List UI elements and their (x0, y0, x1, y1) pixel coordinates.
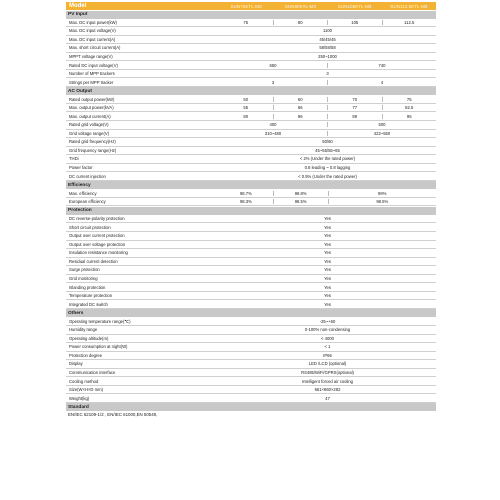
spec-value: Yes (324, 258, 331, 264)
spec-label: Short circuit protection (69, 224, 111, 230)
spec-value: 310~480 (219, 131, 328, 136)
spec-values (219, 174, 436, 179)
spec-row (66, 258, 436, 267)
spec-value: 98.5% (376, 199, 389, 205)
spec-row (66, 95, 436, 104)
spec-label: European efficiency (69, 199, 106, 205)
model-column: SUN75KTL-M3 (230, 3, 262, 9)
spec-value: 96 (274, 114, 329, 119)
spec-values (219, 242, 436, 247)
spec-value: IP66 (323, 352, 332, 358)
spec-row (66, 130, 436, 139)
spec-row (66, 343, 436, 352)
spec-row (66, 215, 436, 224)
spec-values (219, 105, 436, 110)
spec-label: Strings per MPP tracker (69, 79, 114, 85)
spec-values (219, 293, 436, 298)
spec-label: Max. DC input voltage(V) (69, 28, 116, 34)
spec-label: Communication interface (69, 370, 116, 375)
spec-values (219, 344, 436, 349)
spec-label: Grid voltage range(V) (69, 130, 110, 136)
spec-values (219, 327, 436, 332)
spec-values (219, 276, 436, 281)
spec-value: Yes (324, 233, 331, 239)
spec-value: 95 (406, 113, 412, 119)
spec-values (219, 285, 436, 290)
spec-row (66, 386, 436, 395)
spec-values (219, 267, 436, 272)
section-others: Others (66, 309, 436, 317)
spec-row (66, 70, 436, 79)
spec-label: Max. output power(kVA) (69, 105, 114, 111)
spec-row (66, 300, 436, 309)
section-efficiency: Efficiency (66, 181, 436, 189)
spec-row (66, 369, 436, 378)
spec-value: 60 (274, 97, 329, 102)
spec-label: Grid frequency range(Hz) (69, 147, 117, 153)
section-ac-output: AC Output (66, 87, 436, 95)
spec-value: 105 (328, 20, 383, 25)
spec-label: Rated grid frequency(Hz) (69, 139, 116, 145)
spec-value: Yes (324, 276, 331, 282)
spec-label: Max. short circuit current(A) (69, 45, 121, 51)
spec-row (66, 326, 436, 335)
spec-label: Size(W×H×D mm) (69, 387, 103, 393)
model-label: Model (69, 3, 87, 9)
spec-row (66, 198, 436, 207)
spec-label: Rated DC input voltage(V) (69, 62, 118, 68)
spec-values (219, 225, 436, 230)
spec-row (66, 394, 436, 403)
spec-value: 99% (378, 190, 387, 196)
spec-values (219, 165, 436, 170)
spec-value: Yes (324, 216, 331, 222)
spec-value: 77 (328, 105, 383, 110)
spec-sheet (66, 2, 436, 418)
spec-value: 70 (328, 97, 383, 102)
spec-row (66, 121, 436, 130)
model-column: SUN105KTL-M3 (337, 3, 372, 9)
spec-values (219, 45, 436, 50)
spec-label: Max. DC input current(A) (69, 36, 116, 42)
spec-value: 47 (325, 395, 330, 401)
spec-row (66, 155, 436, 164)
spec-row (66, 317, 436, 326)
others-rows (66, 317, 436, 402)
spec-value: 98.3% (219, 199, 274, 204)
spec-label: Output over current protection (69, 233, 125, 239)
spec-label: Operating altitude(m) (69, 335, 109, 341)
spec-row (66, 360, 436, 369)
spec-value: 80 (219, 114, 274, 119)
spec-value: 50/60 (322, 139, 333, 145)
spec-value: 500 (378, 122, 386, 128)
spec-label: Humidity range (69, 327, 98, 333)
section-standard: Standard (66, 403, 436, 411)
spec-label: DC reverse-polarity protection (69, 216, 125, 222)
spec-row (66, 112, 436, 121)
spec-value: 400 (219, 122, 328, 127)
spec-value: 661×860×282 (314, 387, 341, 393)
spec-row (66, 232, 436, 241)
spec-values (219, 54, 436, 59)
spec-row (66, 53, 436, 62)
spec-label: THDi (69, 156, 79, 162)
spec-label: Insulation resistance monitoring (69, 250, 128, 256)
model-column: SUN90KTL-M3 (284, 3, 316, 9)
spec-value: 98.7% (219, 191, 274, 196)
spec-value: Yes (324, 284, 331, 290)
spec-value: 4 (380, 79, 384, 85)
spec-value: 66 (274, 105, 329, 110)
spec-label: Temperature protection (69, 293, 113, 299)
spec-values (219, 259, 436, 264)
spec-value: 45/45/45 (319, 36, 336, 42)
standard-text: EN/IEC 62109-1/2 , EN/IEC 61000,EN 50549, (68, 412, 158, 418)
spec-row (66, 292, 436, 301)
spec-values (219, 139, 436, 144)
spec-value: 3 (326, 71, 329, 77)
spec-value: 112.5 (404, 19, 415, 25)
spec-values (219, 20, 436, 25)
spec-label: Power consumption at night(W) (69, 344, 128, 350)
model-column: SUN112.5KTL-M3 (390, 3, 428, 9)
spec-label: Power factor (69, 165, 93, 171)
spec-values (219, 28, 436, 33)
spec-row (66, 104, 436, 113)
spec-value: 422~550 (373, 130, 391, 136)
spec-label: Rated output power(kW) (69, 96, 115, 102)
spec-row (66, 172, 436, 181)
spec-value: Yes (324, 301, 331, 307)
spec-values (219, 80, 436, 85)
spec-label: Operating temperature range(℃) (69, 318, 131, 324)
spec-values (219, 156, 436, 161)
spec-value: 740 (378, 62, 386, 68)
spec-row (66, 19, 436, 28)
spec-values (219, 396, 436, 401)
spec-row (66, 147, 436, 156)
spec-value: < 2% (Under the rated power) (299, 156, 356, 162)
spec-label: MPPT voltage range(V) (69, 53, 113, 59)
spec-values (219, 63, 436, 68)
section-protection: Protection (66, 207, 436, 215)
spec-row (66, 377, 436, 386)
spec-values (219, 353, 436, 358)
spec-value: Intelligent forced air cooling (302, 378, 353, 384)
spec-values (219, 302, 436, 307)
spec-value: 98.8% (274, 191, 329, 196)
model-header (66, 2, 436, 10)
protection-rows (66, 215, 436, 309)
spec-value: Yes (324, 241, 331, 247)
spec-label: DC current injection (69, 173, 106, 179)
spec-values (219, 336, 436, 341)
spec-label: Protection degree (69, 352, 103, 358)
spec-values (219, 370, 436, 375)
spec-values (219, 216, 436, 221)
spec-row (66, 241, 436, 250)
spec-value: < 4000 (321, 335, 334, 341)
spec-label: Rated grid voltage(V) (69, 122, 109, 128)
spec-value: 90 (274, 20, 329, 25)
spec-label: Surge protection (69, 267, 100, 273)
spec-row (66, 164, 436, 173)
spec-values (219, 379, 436, 384)
spec-values (219, 387, 436, 392)
spec-values (219, 122, 436, 127)
pv-input-rows (66, 19, 436, 87)
spec-label: Max. output current(A) (69, 113, 111, 119)
spec-value: 45~55/55~65 (315, 147, 340, 153)
spec-value: Yes (324, 224, 331, 230)
spec-label: Max. efficiency (69, 190, 97, 196)
efficiency-rows (66, 189, 436, 206)
spec-label: Number of MPP trackers (69, 71, 115, 77)
spec-value: 250~1000 (318, 53, 337, 59)
spec-row (66, 27, 436, 36)
ac-output-rows (66, 95, 436, 180)
spec-label: Islanding protection (69, 284, 106, 290)
spec-value: 0.8 leading ~ 0.8 lagging (304, 165, 351, 171)
spec-value: < 0.5% (Under the rated power) (298, 173, 357, 179)
spec-label: Grid monitoring (69, 276, 98, 282)
spec-value: -25~+60 (319, 318, 336, 324)
spec-value: 650 (219, 63, 328, 68)
spec-value: 82.5 (405, 105, 414, 111)
spec-label: Weight(kg) (69, 395, 90, 401)
spec-row (66, 78, 436, 87)
spec-value: 75 (219, 20, 274, 25)
spec-label: Display (69, 361, 83, 367)
spec-values (219, 71, 436, 76)
spec-values (219, 250, 436, 255)
spec-value: 0-100% non-condensing (304, 327, 351, 333)
spec-values (219, 148, 436, 153)
spec-values (219, 361, 436, 366)
spec-row (66, 275, 436, 284)
spec-values (219, 319, 436, 324)
spec-row (66, 249, 436, 258)
spec-row (66, 223, 436, 232)
spec-row (66, 283, 436, 292)
spec-label: Output over voltage protection (69, 241, 126, 247)
spec-value: Yes (324, 267, 331, 273)
spec-value: 3 (219, 80, 328, 85)
spec-value: 89 (328, 114, 383, 119)
spec-row (66, 138, 436, 147)
spec-values (219, 199, 436, 204)
spec-value: Yes (324, 250, 331, 256)
spec-value: LED /LCD (optional) (308, 361, 347, 367)
spec-value: 1100 (322, 28, 332, 34)
spec-value: RS485/WiFi/GPRS(optional) (301, 370, 354, 375)
spec-values (219, 114, 436, 119)
spec-values (219, 37, 436, 42)
spec-values (219, 233, 436, 238)
spec-value: 98.5% (274, 199, 329, 204)
spec-row (66, 44, 436, 53)
spec-row (66, 189, 436, 198)
spec-value: < 1 (324, 344, 331, 350)
section-pv-input: PV Input (66, 11, 436, 19)
spec-label: Residual current detection (69, 258, 118, 264)
spec-row (66, 36, 436, 45)
spec-value: 75 (406, 96, 412, 102)
spec-row (66, 266, 436, 275)
spec-value: 58/58/58 (319, 45, 336, 51)
spec-value: Yes (324, 293, 331, 299)
spec-values (219, 97, 436, 102)
spec-value: 50 (219, 97, 274, 102)
spec-value: 55 (219, 105, 274, 110)
spec-label: Integrated DC switch (69, 301, 108, 307)
spec-row (66, 352, 436, 361)
spec-values (219, 191, 436, 196)
spec-label: Cooling method (69, 378, 99, 384)
spec-label: Max. DC input power(kW) (69, 19, 117, 25)
spec-row (66, 61, 436, 70)
spec-row (66, 335, 436, 344)
spec-values (219, 131, 436, 136)
